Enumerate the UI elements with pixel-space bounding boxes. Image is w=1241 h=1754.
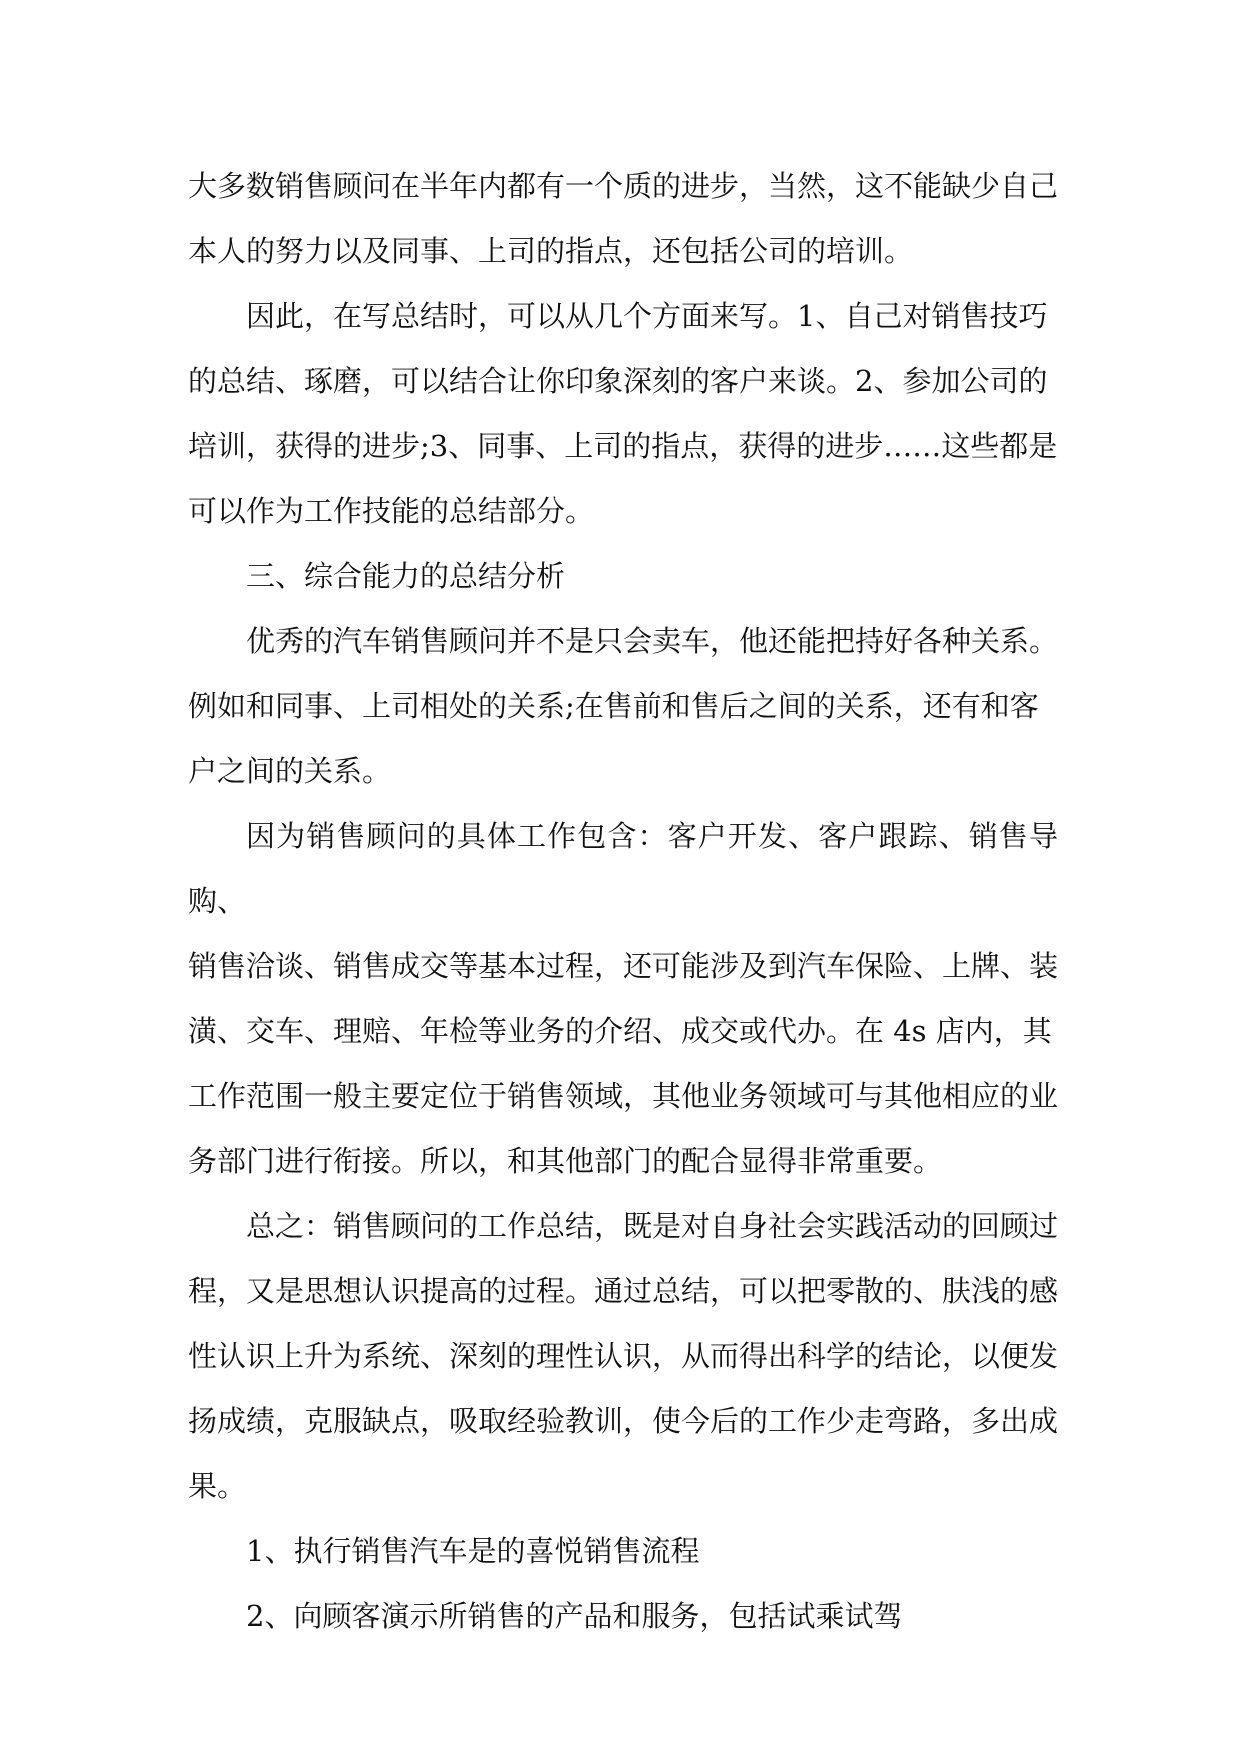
paragraph-2-line-1: 因此，在写总结时，可以从几个方面来写。1、自己对销售技巧 (246, 299, 1048, 333)
paragraph-5-line-1: 因为销售顾问的具体工作包含：客户开发、客户跟踪、销售导购、 (188, 819, 1058, 918)
paragraph-1 (188, 154, 1058, 284)
paragraph-6-line-1: 总之：销售顾问的工作总结，既是对自身社会实践活动的回顾过 (246, 1209, 1059, 1243)
paragraph-2-line-3: 培训，获得的进步;3、同事、上司的指点，获得的进步……这些都是 (188, 429, 1058, 463)
section-heading-3 (188, 544, 1058, 609)
paragraph-6-line-3: 性认识上升为系统、深刻的理性认识，从而得出科学的结论，以便发 (188, 1339, 1059, 1373)
paragraph-6-line-4: 扬成绩，克服缺点，吸取经验教训，使今后的工作少走弯路，多出成 (188, 1404, 1059, 1438)
list-item-1 (188, 1519, 1058, 1584)
section-heading-3-text: 三、综合能力的总结分析 (246, 559, 566, 593)
paragraph-2-line-2: 的总结、琢磨，可以结合让你印象深刻的客户来谈。2、参加公司的 (188, 364, 1048, 398)
paragraph-5-line-3: 潢、交车、理赔、年检等业务的介绍、成交或代办。在 4s 店内，其 (188, 1014, 1052, 1048)
list-item-1-text: 1、执行销售汽车是的喜悦销售流程 (246, 1534, 700, 1568)
paragraph-5 (188, 804, 1058, 1194)
paragraph-5-line-2: 销售洽谈、销售成交等基本过程，还可能涉及到汽车保险、上牌、装 (188, 949, 1059, 983)
list-item-2-text: 2、向顾客演示所销售的产品和服务，包括试乘试驾 (246, 1599, 903, 1633)
paragraph-4-line-2: 例如和同事、上司相处的关系;在售前和售后之间的关系，还有和客 (188, 689, 1039, 723)
paragraph-5-line-4: 工作范围一般主要定位于销售领域，其他业务领域可与其他相应的业 (188, 1079, 1059, 1113)
paragraph-1-line-1: 大多数销售顾问在半年内都有一个质的进步，当然，这不能缺少自己 (188, 169, 1059, 203)
paragraph-2 (188, 284, 1058, 544)
paragraph-6-line-2: 程，又是思想认识提高的过程。通过总结，可以把零散的、肤浅的感 (188, 1274, 1059, 1308)
list-item-2 (188, 1584, 1058, 1649)
paragraph-4 (188, 609, 1058, 804)
paragraph-2-line-4: 可以作为工作技能的总结部分。 (188, 494, 595, 528)
paragraph-6-line-5: 果。 (188, 1469, 247, 1503)
paragraph-6 (188, 1194, 1058, 1519)
document-body (188, 154, 1058, 1649)
paragraph-4-line-3: 户之间的关系。 (188, 754, 392, 788)
paragraph-4-line-1: 优秀的汽车销售顾问并不是只会卖车，他还能把持好各种关系。 (246, 624, 1059, 658)
paragraph-1-line-2: 本人的努力以及同事、上司的指点，还包括公司的培训。 (188, 234, 914, 268)
paragraph-5-line-5: 务部门进行衔接。所以，和其他部门的配合显得非常重要。 (188, 1144, 943, 1178)
